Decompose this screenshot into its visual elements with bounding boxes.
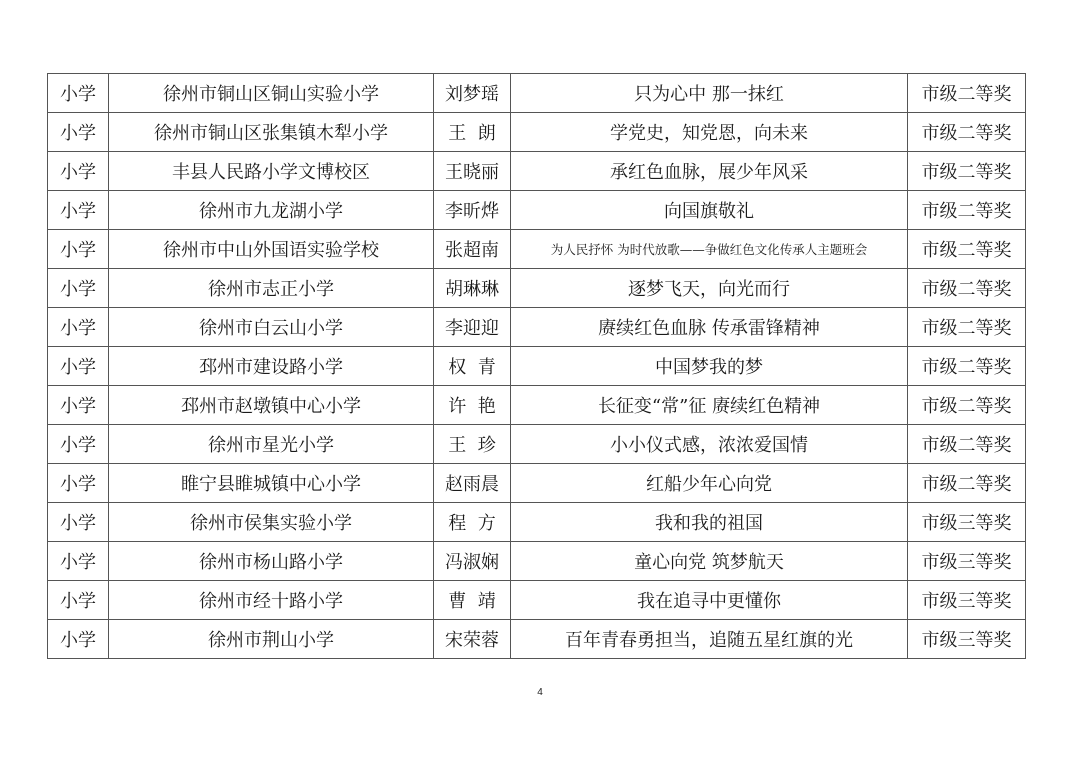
school-level-cell: 小学 (48, 152, 109, 191)
school-name-cell: 睢宁县睢城镇中心小学 (109, 464, 434, 503)
work-title-cell: 我和我的祖国 (511, 503, 908, 542)
table-row (48, 542, 1026, 581)
page-number: 4 (537, 687, 543, 698)
award-cell: 市级二等奖 (908, 74, 1026, 113)
teacher-name-cell: 王晓丽 (434, 152, 511, 191)
school-name-cell: 徐州市侯集实验小学 (109, 503, 434, 542)
award-cell: 市级三等奖 (908, 581, 1026, 620)
school-level-cell: 小学 (48, 464, 109, 503)
award-cell: 市级二等奖 (908, 191, 1026, 230)
school-name-cell: 徐州市中山外国语实验学校 (109, 230, 434, 269)
school-level-cell: 小学 (48, 113, 109, 152)
table-row (48, 113, 1026, 152)
award-cell: 市级二等奖 (908, 464, 1026, 503)
school-name-cell: 徐州市铜山区铜山实验小学 (109, 74, 434, 113)
table-row (48, 386, 1026, 425)
table-row (48, 347, 1026, 386)
teacher-name-cell: 赵雨晨 (434, 464, 511, 503)
teacher-name-cell: 王 珍 (434, 425, 511, 464)
table-row (48, 425, 1026, 464)
award-cell: 市级二等奖 (908, 230, 1026, 269)
school-level-cell: 小学 (48, 425, 109, 464)
award-cell: 市级二等奖 (908, 152, 1026, 191)
table-row (48, 269, 1026, 308)
award-cell: 市级二等奖 (908, 347, 1026, 386)
table-row (48, 152, 1026, 191)
award-cell: 市级二等奖 (908, 386, 1026, 425)
teacher-name-cell: 宋荣蓉 (434, 620, 511, 659)
work-title-cell: 小小仪式感，浓浓爱国情 (511, 425, 908, 464)
school-level-cell: 小学 (48, 191, 109, 230)
work-title-cell: 为人民抒怀 为时代放歌——争做红色文化传承人主题班会 (511, 230, 908, 269)
school-name-cell: 邳州市赵墩镇中心小学 (109, 386, 434, 425)
school-level-cell: 小学 (48, 542, 109, 581)
table-row (48, 620, 1026, 659)
teacher-name-cell: 李昕烨 (434, 191, 511, 230)
teacher-name-cell: 权 青 (434, 347, 511, 386)
table-row (48, 191, 1026, 230)
school-name-cell: 徐州市荆山小学 (109, 620, 434, 659)
award-cell: 市级二等奖 (908, 269, 1026, 308)
school-name-cell: 丰县人民路小学文博校区 (109, 152, 434, 191)
work-title-cell: 逐梦飞天，向光而行 (511, 269, 908, 308)
school-name-cell: 徐州市星光小学 (109, 425, 434, 464)
teacher-name-cell: 许 艳 (434, 386, 511, 425)
school-name-cell: 徐州市杨山路小学 (109, 542, 434, 581)
school-level-cell: 小学 (48, 386, 109, 425)
school-name-cell: 邳州市建设路小学 (109, 347, 434, 386)
school-name-cell: 徐州市志正小学 (109, 269, 434, 308)
work-title-cell: 赓续红色血脉 传承雷锋精神 (511, 308, 908, 347)
school-level-cell: 小学 (48, 308, 109, 347)
school-level-cell: 小学 (48, 620, 109, 659)
teacher-name-cell: 程 方 (434, 503, 511, 542)
work-title-cell: 长征变“常”征 赓续红色精神 (511, 386, 908, 425)
award-cell: 市级三等奖 (908, 503, 1026, 542)
teacher-name-cell: 王 朗 (434, 113, 511, 152)
school-level-cell: 小学 (48, 74, 109, 113)
award-cell: 市级三等奖 (908, 542, 1026, 581)
work-title-cell: 承红色血脉，展少年风采 (511, 152, 908, 191)
table-row (48, 581, 1026, 620)
award-table (47, 73, 1026, 659)
award-cell: 市级二等奖 (908, 113, 1026, 152)
work-title-cell: 中国梦我的梦 (511, 347, 908, 386)
school-name-cell: 徐州市铜山区张集镇木犁小学 (109, 113, 434, 152)
work-title-cell: 百年青春勇担当，追随五星红旗的光 (511, 620, 908, 659)
work-title-cell: 红船少年心向党 (511, 464, 908, 503)
school-level-cell: 小学 (48, 269, 109, 308)
award-cell: 市级二等奖 (908, 425, 1026, 464)
school-level-cell: 小学 (48, 503, 109, 542)
school-level-cell: 小学 (48, 230, 109, 269)
teacher-name-cell: 李迎迎 (434, 308, 511, 347)
school-name-cell: 徐州市九龙湖小学 (109, 191, 434, 230)
table-row (48, 464, 1026, 503)
teacher-name-cell: 张超南 (434, 230, 511, 269)
award-cell: 市级二等奖 (908, 308, 1026, 347)
teacher-name-cell: 曹 靖 (434, 581, 511, 620)
table-row (48, 503, 1026, 542)
school-name-cell: 徐州市经十路小学 (109, 581, 434, 620)
school-name-cell: 徐州市白云山小学 (109, 308, 434, 347)
work-title-cell: 童心向党 筑梦航天 (511, 542, 908, 581)
teacher-name-cell: 冯淑娴 (434, 542, 511, 581)
work-title-cell: 向国旗敬礼 (511, 191, 908, 230)
table-row (48, 230, 1026, 269)
award-table-body (48, 74, 1026, 659)
award-cell: 市级三等奖 (908, 620, 1026, 659)
table-row (48, 74, 1026, 113)
teacher-name-cell: 胡琳琳 (434, 269, 511, 308)
school-level-cell: 小学 (48, 347, 109, 386)
work-title-cell: 我在追寻中更懂你 (511, 581, 908, 620)
work-title-cell: 学党史，知党恩，向未来 (511, 113, 908, 152)
school-level-cell: 小学 (48, 581, 109, 620)
work-title-cell: 只为心中 那一抹红 (511, 74, 908, 113)
table-row (48, 308, 1026, 347)
teacher-name-cell: 刘梦瑶 (434, 74, 511, 113)
